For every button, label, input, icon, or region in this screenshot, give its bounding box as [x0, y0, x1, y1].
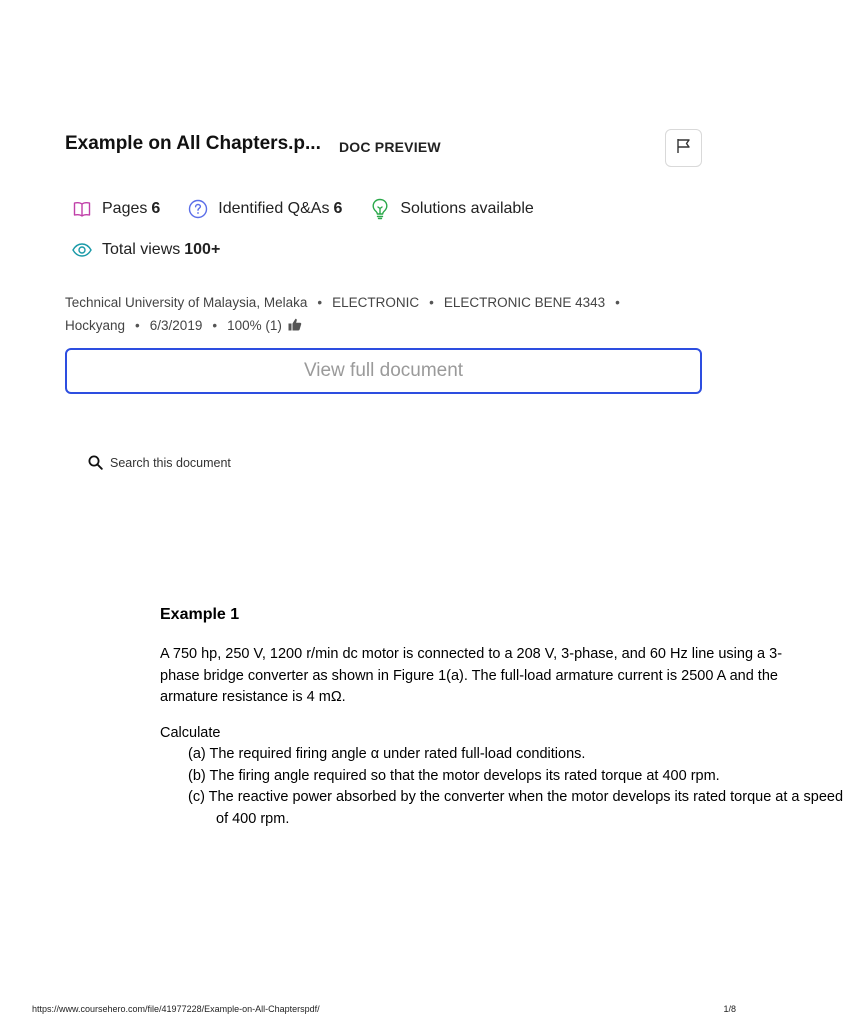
qa-value: 6	[333, 200, 343, 217]
search-label[interactable]: Search this document	[110, 455, 231, 470]
lightbulb-icon	[370, 198, 390, 220]
pages-value: 6	[151, 200, 161, 217]
views-value: 100+	[184, 241, 221, 258]
question-item-b: (b) The firing angle required so that the motor develops its rated torque at 400 rpm.	[188, 767, 720, 784]
meta-date: 6/3/2019	[149, 318, 203, 333]
qa-label: Identified Q&As	[218, 200, 330, 217]
search-document[interactable]	[88, 455, 231, 470]
qa-stat	[188, 198, 342, 220]
meta-separator: •	[317, 295, 323, 310]
solutions-label: Solutions available	[400, 200, 534, 217]
paragraph-line: A 750 hp, 250 V, 1200 r/min dc motor is connected to a 208 V, 3-phase, and 60 Hz line using a 3-	[160, 646, 783, 662]
views-label: Total views	[102, 241, 181, 258]
meta-separator: •	[615, 295, 620, 310]
question-item-a: (a) The required firing angle α under rated full-load conditions.	[188, 746, 586, 762]
question-circle-icon	[188, 198, 208, 220]
pages-stat	[72, 198, 160, 220]
question-item-c: (c) The reactive power absorbed by the converter when the motor develops its rated torque at a speed	[188, 789, 843, 805]
document-meta	[65, 291, 705, 338]
flag-icon	[675, 137, 693, 160]
document-title[interactable]: Example on All Chapters.p...	[65, 133, 321, 154]
book-icon	[72, 198, 92, 220]
eye-icon	[72, 239, 92, 261]
print-page-number: 1/8	[723, 1004, 736, 1014]
paragraph-line: armature resistance is 4 mΩ.	[160, 689, 346, 705]
meta-separator: •	[135, 318, 140, 333]
question-item-c-continued: of 400 rpm.	[216, 810, 290, 827]
search-icon	[88, 455, 103, 470]
solutions-stat	[370, 198, 533, 220]
meta-course[interactable]: ELECTRONIC BENE 4343	[443, 295, 606, 310]
print-url: https://www.coursehero.com/file/41977228/Example-on-All-Chapterspdf/	[32, 1004, 320, 1014]
problem-paragraph	[160, 644, 783, 709]
meta-school[interactable]: Technical University of Malaysia, Melaka	[65, 295, 308, 310]
doc-preview-label: DOC PREVIEW	[339, 139, 441, 155]
meta-author[interactable]: Hockyang	[65, 318, 126, 333]
stats-row	[72, 198, 562, 220]
views-stat	[72, 239, 220, 261]
meta-subject[interactable]: ELECTRONIC	[332, 295, 420, 310]
paragraph-line: phase bridge converter as shown in Figure 1(a). The full-load armature current is 2500 A and the	[160, 667, 778, 684]
meta-rating: 100% (1)	[227, 318, 282, 333]
meta-separator: •	[429, 295, 434, 310]
flag-button[interactable]	[665, 129, 702, 167]
meta-separator: •	[212, 318, 218, 333]
calculate-label: Calculate	[160, 724, 221, 741]
thumbs-up-icon	[288, 315, 302, 338]
stats-row-views	[72, 239, 248, 261]
pages-label: Pages	[102, 200, 148, 217]
document-preview-page	[160, 606, 843, 830]
view-full-document-button[interactable]: View full document	[65, 348, 702, 394]
example-heading: Example 1	[160, 606, 240, 623]
